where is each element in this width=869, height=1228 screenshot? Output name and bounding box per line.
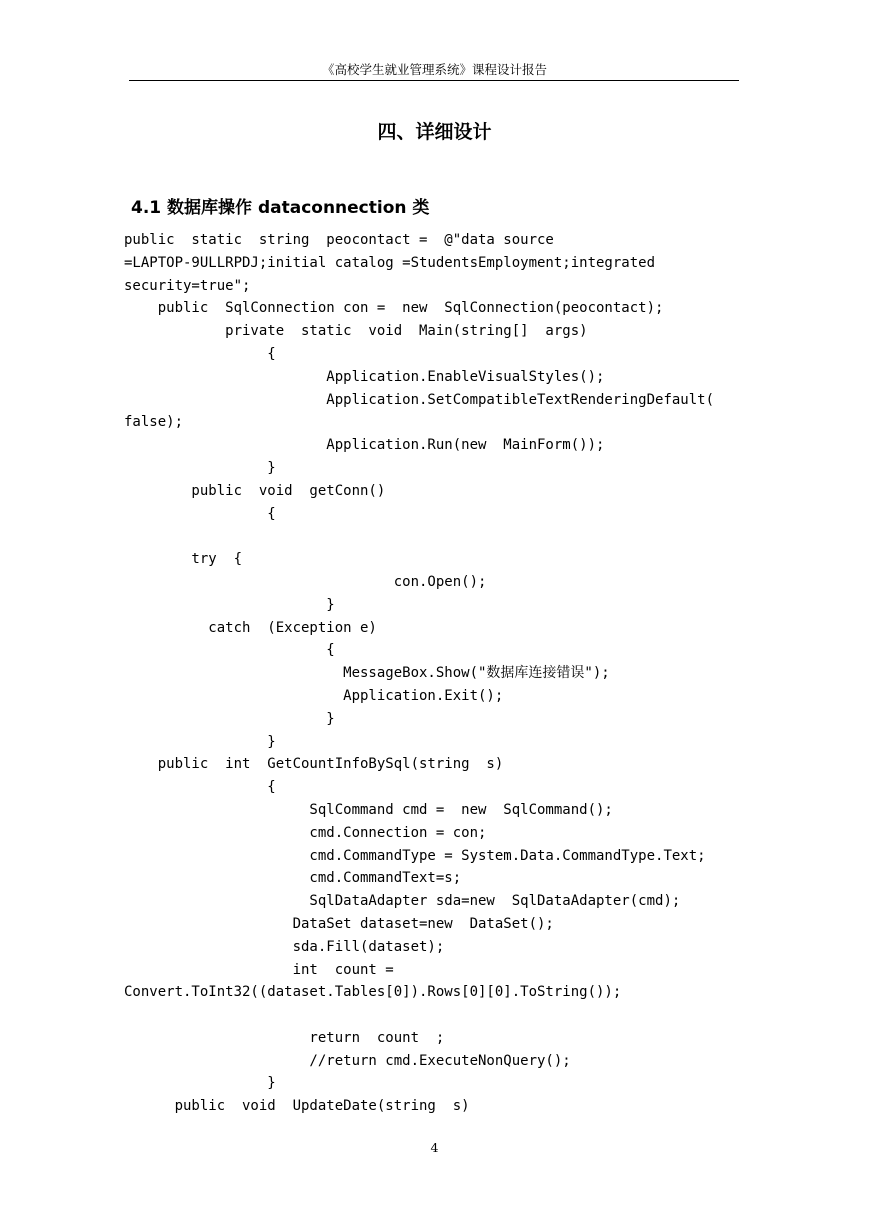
code-line: MessageBox.Show("数据库连接错误"); [124,665,610,682]
code-line: { [124,642,335,659]
code-line: Application.Run(new MainForm()); [124,437,605,454]
code-line: sda.Fill(dataset); [124,938,445,955]
code-listing [124,229,754,1118]
code-line: } [124,459,276,476]
section-title: 4.1 数据库操作 dataconnection 类 [131,198,430,218]
code-line: { [124,345,276,362]
code-line: } [124,710,335,727]
code-line [124,525,754,548]
code-line: con.Open(); [124,573,487,590]
code-line: int count = [124,961,394,978]
code-line: SqlDataAdapter sda=new SqlDataAdapter(cmd); [124,893,681,910]
code-line [124,1004,754,1027]
page-number: 4 [430,1140,439,1155]
code-line: public void getConn() [124,482,386,499]
code-line: security=true"; [124,277,251,294]
code-line: cmd.Connection = con; [124,824,487,841]
code-line: cmd.CommandText=s; [124,870,462,887]
code-line: { [124,779,276,796]
code-line: } [124,1075,276,1092]
code-line: try { [124,551,243,568]
code-line: Application.EnableVisualStyles(); [124,368,605,385]
code-line: return count ; [124,1029,445,1046]
code-line: } [124,733,276,750]
code-line: catch (Exception e) [124,619,377,636]
code-line: public void UpdateDate(string s) [124,1098,470,1115]
code-line: //return cmd.ExecuteNonQuery(); [124,1052,571,1069]
code-line: Convert.ToInt32((dataset.Tables[0]).Rows[0][0].ToString()); [124,984,622,1001]
code-line: cmd.CommandType = System.Data.CommandType.Text; [124,847,706,864]
code-line: { [124,505,276,522]
running-header: 《高校学生就业管理系统》课程设计报告 [321,62,547,77]
code-line: } [124,596,335,613]
code-line: false); [124,414,184,431]
code-line: =LAPTOP-9ULLRPDJ;initial catalog =StudentsEmployment;integrated [124,254,656,271]
code-line: DataSet dataset=new DataSet(); [124,915,554,932]
chapter-title: 四、详细设计 [377,121,492,143]
code-line: public int GetCountInfoBySql(string s) [124,756,504,773]
code-line: private static void Main(string[] args) [124,323,588,340]
code-line: public static string peocontact = @"data source [124,232,554,248]
code-line: Application.Exit(); [124,687,504,704]
header-divider [129,80,739,81]
code-line: Application.SetCompatibleTextRenderingDefault( [124,391,715,408]
code-line: SqlCommand cmd = new SqlCommand(); [124,801,613,818]
code-line: public SqlConnection con = new SqlConnection(peocontact); [124,300,664,317]
